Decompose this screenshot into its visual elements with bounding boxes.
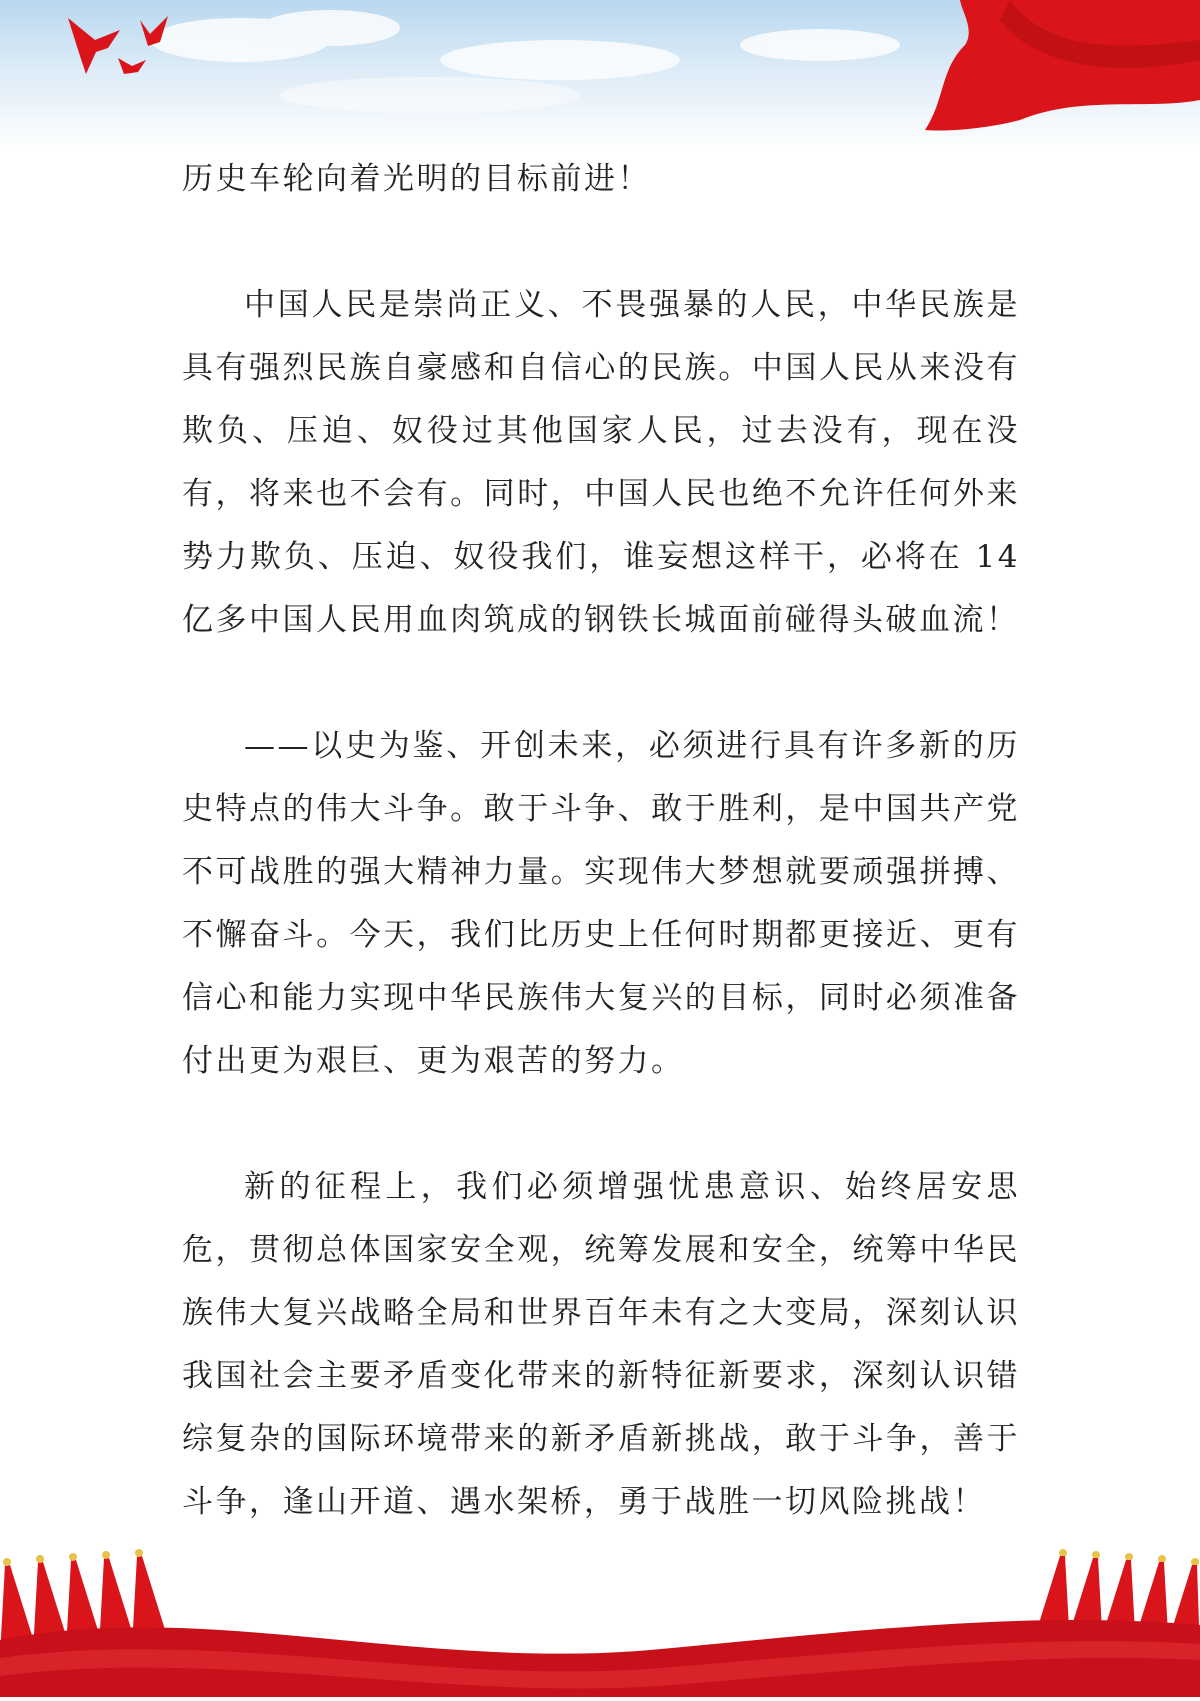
red-flag-icon: [925, 0, 1200, 131]
page-header-decoration: [0, 0, 1200, 150]
paragraph: 新的征程上，我们必须增强忧患意识、始终居安思危，贯彻总体国家安全观，统筹发展和安全，统筹中华民族伟大复兴战略全局和世界百年未有之大变局，深刻认识我国社会主要矛盾变化带来的新特征新要求，深刻认识错综复杂的国际环境带来的新矛盾新挑战，敢于斗争，善于斗争，逢山开道、遇水架桥，勇于战胜一切风险挑战！: [182, 1169, 1020, 1520]
cloud-shapes: [150, 10, 900, 113]
flag-pole-tips: [3, 1549, 1199, 1566]
paragraph: 中国人民是崇尚正义、不畏强暴的人民，中华民族是具有强烈民族自豪感和自信心的民族。中国人民从来没有欺负、压迫、奴役过其他国家人民，过去没有，现在没有，将来也不会有。同时，中国人民也绝不允许任何外来势力欺负、压迫、奴役我们，谁妄想这样干，必将在 14 亿多中国人民用血肉筑成的钢铁长城面前碰得头破血流！: [182, 287, 1020, 638]
footer-art: [0, 1540, 1200, 1697]
paragraph: ——以史为鉴、开创未来，必须进行具有许多新的历史特点的伟大斗争。敢于斗争、敢于胜利，是中国共产党不可战胜的强大精神力量。实现伟大梦想就要顽强拼搏、不懈奋斗。今天，我们比历史上任何时期都更接近、更有信心和能力实现中华民族伟大复兴的目标，同时必须准备付出更为艰巨、更为艰苦的努力。: [182, 728, 1020, 1079]
document-body: [182, 148, 1020, 1534]
paragraph-continuation: 历史车轮向着光明的目标前进！: [182, 161, 651, 197]
header-art: [0, 0, 1200, 150]
page-footer-decoration: [0, 1540, 1200, 1697]
